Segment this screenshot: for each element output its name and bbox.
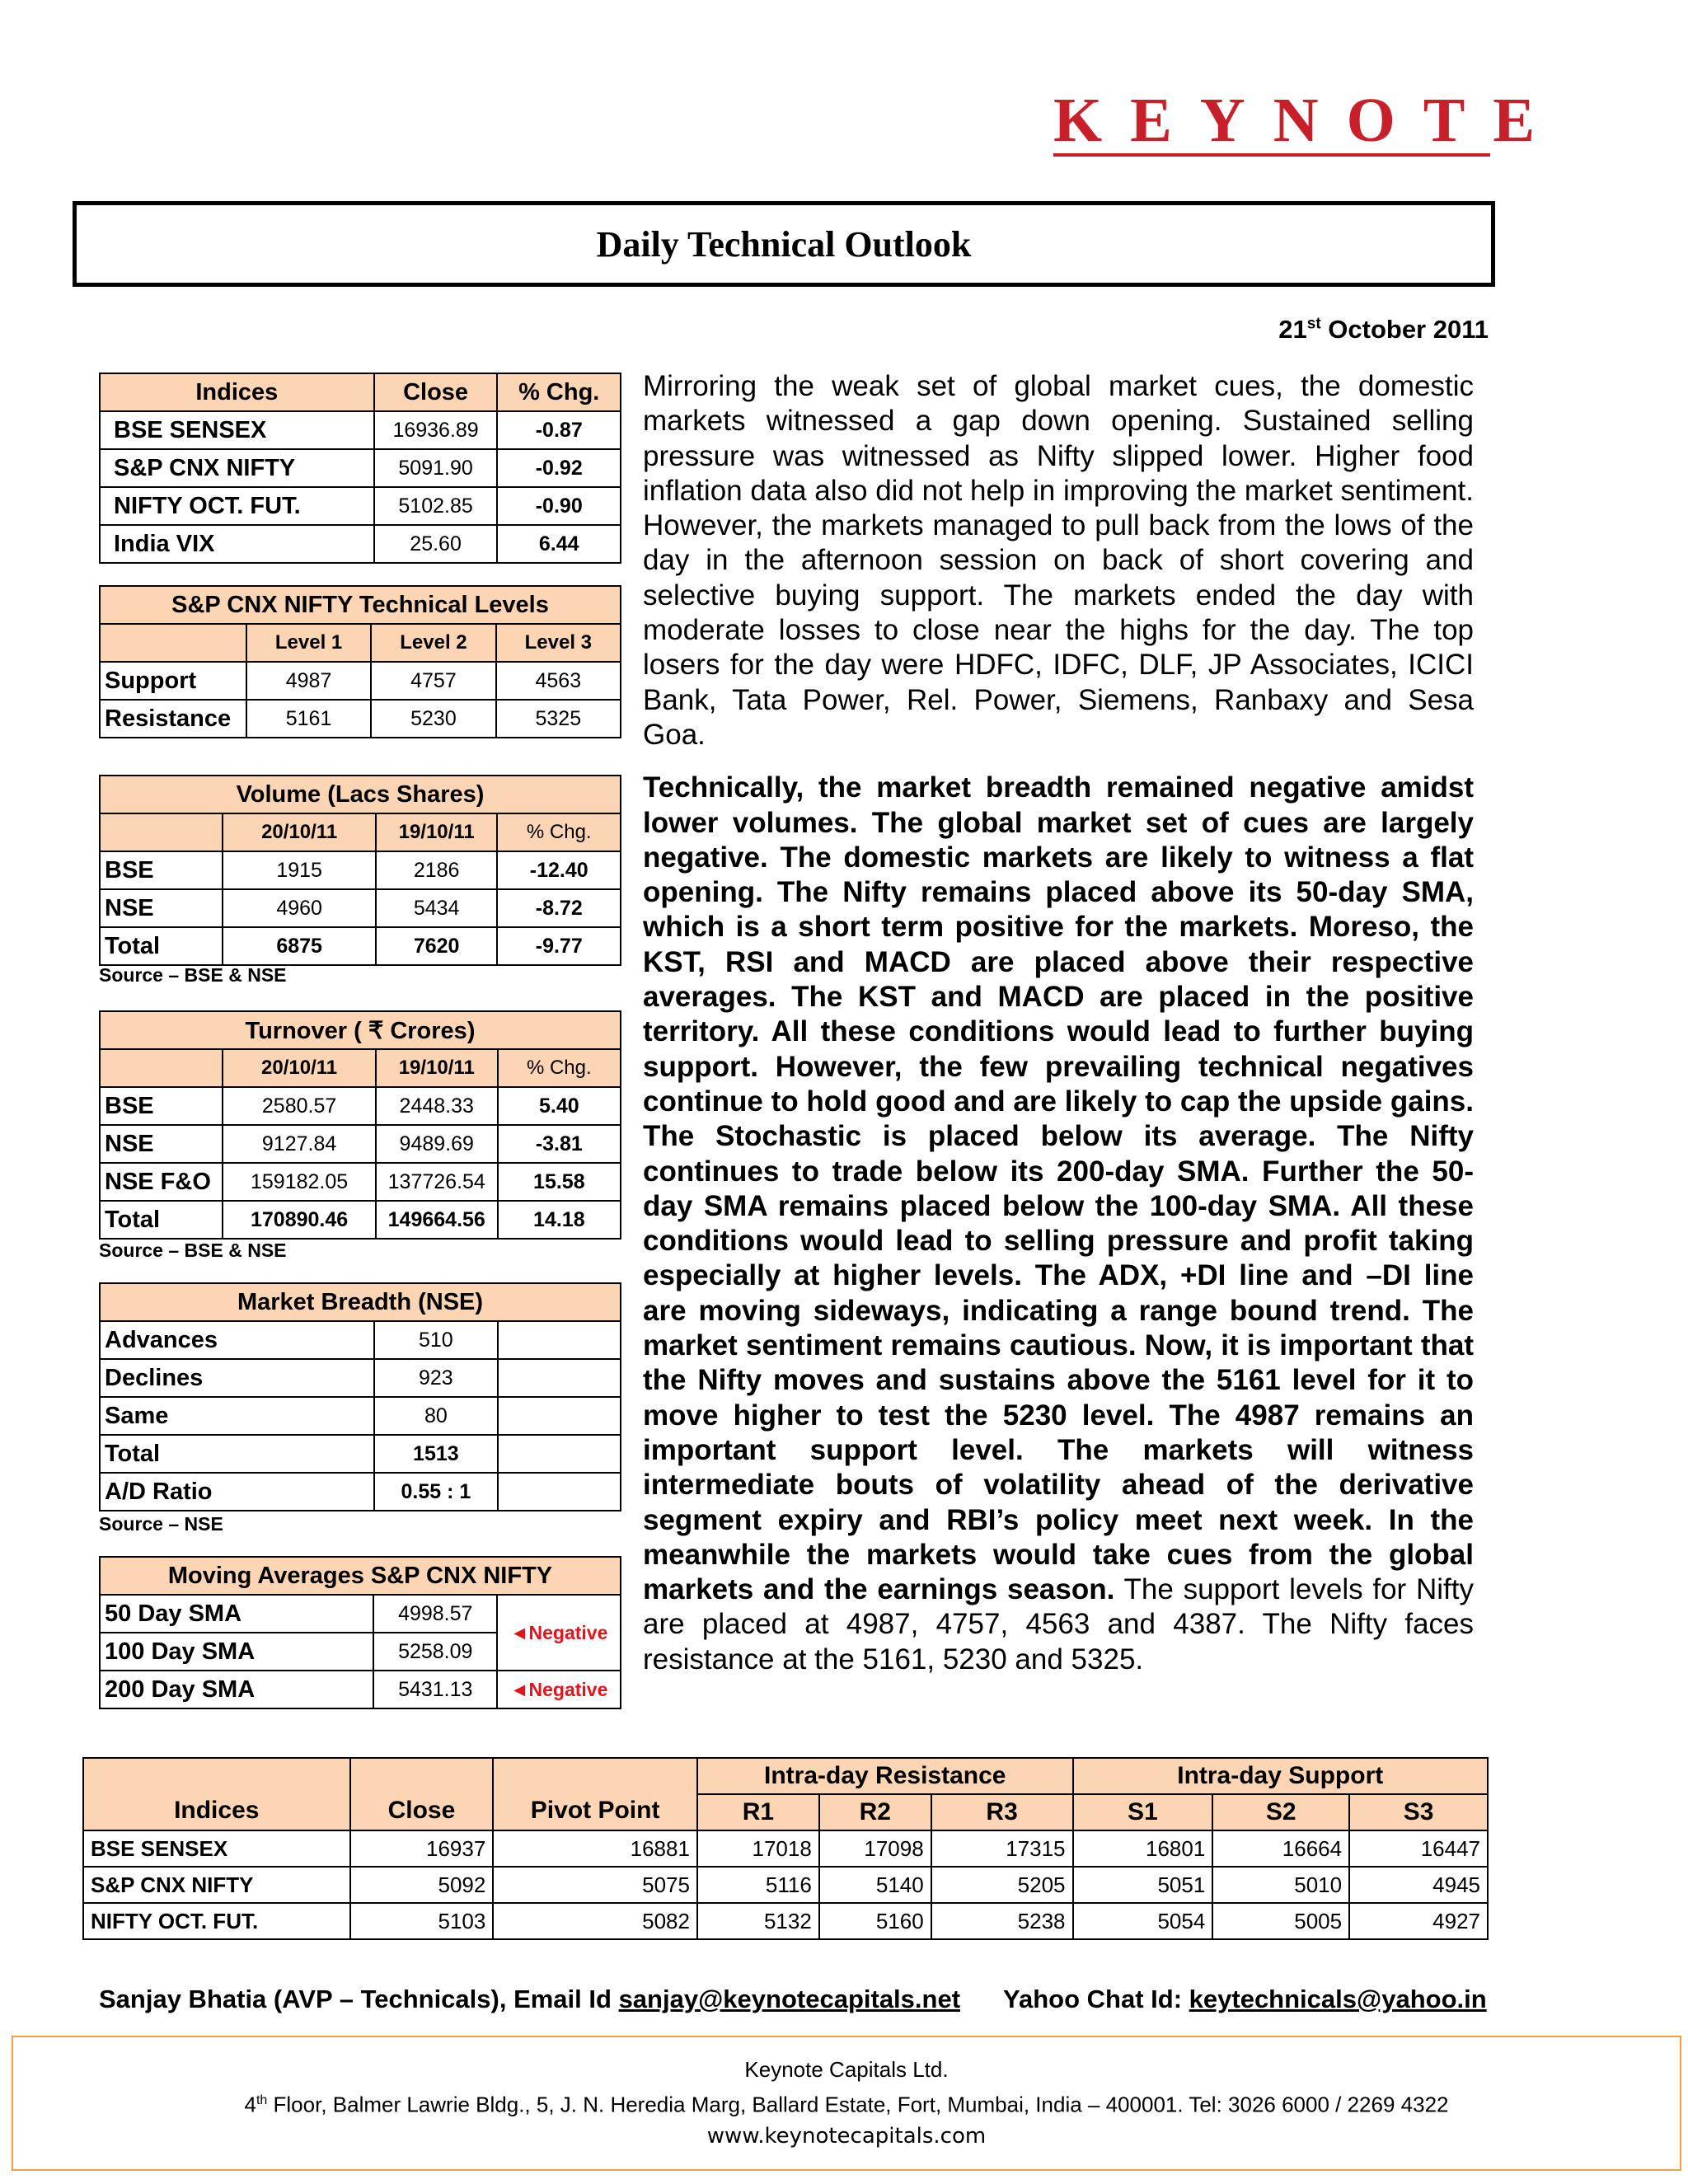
date2-header: 19/10/11	[376, 813, 498, 851]
row-label: 200 Day SMA	[100, 1671, 373, 1708]
moving-averages-title: Moving Averages S&P CNX NIFTY	[100, 1557, 621, 1595]
cell-value: 14.18	[498, 1201, 621, 1239]
analyst-name: Sanjay Bhatia (AVP – Technicals), Email Id	[99, 1985, 619, 2013]
empty-cell	[100, 1049, 223, 1087]
table-row	[100, 927, 621, 965]
empty-cell	[498, 1435, 621, 1473]
level-value: 4987	[246, 662, 371, 700]
r1-value: 17018	[697, 1830, 819, 1867]
cell-value: 9489.69	[376, 1125, 498, 1163]
table-row	[83, 1903, 1488, 1939]
table-row	[100, 1163, 621, 1201]
chat-label: Yahoo Chat Id:	[1003, 1985, 1189, 2013]
cell-value: 5.40	[498, 1087, 621, 1125]
pivot-value: 16881	[493, 1830, 697, 1867]
date-rest: October 2011	[1320, 315, 1489, 344]
negative-indicator: ◄Negative	[497, 1595, 621, 1671]
row-label: NSE F&O	[100, 1163, 223, 1201]
pivot-levels-table	[82, 1757, 1489, 1940]
index-name: BSE SENSEX	[83, 1830, 350, 1867]
row-label: Same	[100, 1397, 374, 1435]
index-name: NIFTY OCT. FUT.	[100, 487, 374, 525]
commentary-paragraph-1: Mirroring the weak set of global market cues, the domestic markets witnessed a gap down opening. Sustained selling pressure was witnessed as Nifty slipped lower. Higher food inflation data also did not help in improving the market sentiment. However, the markets managed to pull back from the lows of the day in the afternoon session on back of short covering and selective buying support. The markets ended the day with moderate losses to close near the highs for the day. The top losers for the day were HDFC, IDFC, DLF, JP Associates, ICICI Bank, Tata Power, Rel. Power, Siemens, Ranbaxy and Sesa Goa.	[643, 370, 1474, 751]
table-row	[100, 1359, 621, 1397]
table-row	[83, 1830, 1488, 1867]
row-label: BSE	[100, 851, 223, 889]
market-breadth-table	[99, 1282, 621, 1511]
table-row	[100, 700, 621, 738]
cell-value: 2186	[376, 851, 498, 889]
address-rest: Floor, Balmer Lawrie Bldg., 5, J. N. Heredia Marg, Ballard Estate, Fort, Mumbai, India – 400001. Tel: 3026 6000 / 2269 4322	[267, 2092, 1449, 2117]
turnover-table	[99, 1010, 621, 1240]
s1-value: 16801	[1073, 1830, 1213, 1867]
cell-value: 80	[374, 1397, 498, 1435]
r3-header: R3	[931, 1794, 1073, 1830]
index-chg: -0.92	[497, 449, 621, 487]
footer-website[interactable]: www.keynotecapitals.com	[706, 2123, 987, 2149]
level-name: Resistance	[100, 700, 246, 738]
index-close: 16936.89	[374, 411, 498, 449]
turnover-source: Source – BSE & NSE	[99, 1240, 287, 1261]
moving-averages-table	[99, 1556, 621, 1709]
footer	[12, 2036, 1681, 2171]
cell-value: 1915	[223, 851, 375, 889]
pivot-value: 5082	[493, 1903, 697, 1939]
address-floor: 4	[244, 2092, 256, 2117]
s3-value: 16447	[1349, 1830, 1488, 1867]
close-value: 5103	[350, 1903, 494, 1939]
row-label: Total	[100, 927, 223, 965]
table-row	[100, 1087, 621, 1125]
table-row	[100, 411, 621, 449]
r2-value: 5140	[819, 1867, 931, 1903]
cell-value: 923	[374, 1359, 498, 1397]
table-row	[83, 1867, 1488, 1903]
level1-header: Level 1	[246, 624, 371, 662]
market-commentary	[643, 369, 1474, 1695]
r1-value: 5132	[697, 1903, 819, 1939]
close-value: 16937	[350, 1830, 494, 1867]
empty-cell	[498, 1473, 621, 1511]
table-row	[100, 1397, 621, 1435]
table-row	[100, 662, 621, 700]
breadth-source: Source – NSE	[99, 1513, 223, 1535]
row-label: 100 Day SMA	[100, 1633, 373, 1671]
r3-value: 5238	[931, 1903, 1073, 1939]
r2-value: 5160	[819, 1903, 931, 1939]
negative-indicator: ◄Negative	[497, 1671, 621, 1708]
index-name: S&P CNX NIFTY	[83, 1867, 350, 1903]
r3-value: 17315	[931, 1830, 1073, 1867]
index-name: BSE SENSEX	[100, 411, 374, 449]
market-breadth-title: Market Breadth (NSE)	[100, 1283, 621, 1321]
cell-value: 5431.13	[373, 1671, 497, 1708]
table-row	[100, 1595, 621, 1633]
r2-header: R2	[819, 1794, 931, 1830]
index-close: 5091.90	[374, 449, 498, 487]
cell-value: 9127.84	[223, 1125, 375, 1163]
cell-value: 5258.09	[373, 1633, 497, 1671]
s2-value: 16664	[1212, 1830, 1349, 1867]
table-row	[100, 851, 621, 889]
cell-value: 0.55 : 1	[374, 1473, 498, 1511]
level3-header: Level 3	[496, 624, 621, 662]
s2-value: 5010	[1212, 1867, 1349, 1903]
row-label: Total	[100, 1435, 374, 1473]
level-value: 4757	[371, 662, 495, 700]
r1-header: R1	[697, 1794, 819, 1830]
row-label: 50 Day SMA	[100, 1595, 373, 1633]
cell-value: -8.72	[497, 889, 621, 927]
technical-levels-table	[99, 585, 621, 738]
index-chg: -0.90	[497, 487, 621, 525]
email-link[interactable]: sanjay@keynotecapitals.net	[618, 1985, 961, 2013]
chg-header: % Chg.	[497, 373, 621, 411]
table-row	[100, 1435, 621, 1473]
date1-header: 20/10/11	[223, 1049, 375, 1087]
chg-header: % Chg.	[497, 813, 621, 851]
table-row	[100, 1473, 621, 1511]
date1-header: 20/10/11	[223, 813, 375, 851]
row-label: A/D Ratio	[100, 1473, 374, 1511]
table-row	[100, 449, 621, 487]
cell-value: 2580.57	[223, 1087, 375, 1125]
cell-value: -9.77	[497, 927, 621, 965]
table-row	[100, 889, 621, 927]
cell-value: 6875	[223, 927, 375, 965]
s3-header: S3	[1349, 1794, 1488, 1830]
cell-value: 137726.54	[376, 1163, 498, 1201]
cell-value: 4998.57	[373, 1595, 497, 1633]
date-day: 21	[1278, 315, 1307, 344]
indices-header: Indices	[83, 1758, 350, 1830]
close-value: 5092	[350, 1867, 494, 1903]
date-suffix: st	[1306, 315, 1321, 333]
keynote-logo: KEYNOTE	[1053, 86, 1564, 155]
report-date	[1071, 315, 1489, 344]
footer-address	[13, 2085, 1680, 2121]
cell-value: 4960	[223, 889, 375, 927]
row-label: Total	[100, 1201, 223, 1239]
empty-cell	[498, 1321, 621, 1359]
support-header: Intra-day Support	[1073, 1758, 1489, 1794]
cell-value: 2448.33	[376, 1087, 498, 1125]
row-label: Advances	[100, 1321, 374, 1359]
cell-value: 1513	[374, 1435, 498, 1473]
row-label: NSE	[100, 1125, 223, 1163]
level2-header: Level 2	[371, 624, 495, 662]
index-close: 5102.85	[374, 487, 498, 525]
index-name: NIFTY OCT. FUT.	[83, 1903, 350, 1939]
close-header: Close	[374, 373, 498, 411]
resistance-header: Intra-day Resistance	[697, 1758, 1073, 1794]
cell-value: -3.81	[498, 1125, 621, 1163]
footer-company: Keynote Capitals Ltd.	[744, 2057, 949, 2082]
contact-line	[99, 1985, 1487, 2014]
chat-id-link[interactable]: keytechnicals@yahoo.in	[1189, 1985, 1487, 2013]
level-value: 5161	[246, 700, 371, 738]
commentary-paragraph-2	[643, 771, 1474, 1677]
cell-value: 510	[374, 1321, 498, 1359]
table-row	[100, 487, 621, 525]
date2-header: 19/10/11	[376, 1049, 498, 1087]
table-row	[100, 1321, 621, 1359]
cell-value: 149664.56	[376, 1201, 498, 1239]
empty-cell	[498, 1359, 621, 1397]
cell-value: 159182.05	[223, 1163, 375, 1201]
cell-value: 5434	[376, 889, 498, 927]
indices-table	[99, 373, 621, 564]
index-close: 25.60	[374, 525, 498, 563]
table-row	[100, 1125, 621, 1163]
r2-value: 17098	[819, 1830, 931, 1867]
s2-header: S2	[1212, 1794, 1349, 1830]
address-sup: th	[256, 2093, 268, 2107]
title-box	[73, 201, 1495, 287]
row-label: NSE	[100, 889, 223, 927]
s1-value: 5054	[1073, 1903, 1213, 1939]
r3-value: 5205	[931, 1867, 1073, 1903]
pivot-header: Pivot Point	[493, 1758, 697, 1830]
index-chg: -0.87	[497, 411, 621, 449]
volume-source: Source – BSE & NSE	[99, 964, 287, 986]
s3-value: 4945	[1349, 1867, 1488, 1903]
s2-value: 5005	[1212, 1903, 1349, 1939]
empty-cell	[100, 813, 223, 851]
cell-value: 15.58	[498, 1163, 621, 1201]
row-label: Declines	[100, 1359, 374, 1397]
volume-title: Volume (Lacs Shares)	[100, 776, 621, 813]
r1-value: 5116	[697, 1867, 819, 1903]
turnover-title: Turnover ( ₹ Crores)	[100, 1011, 621, 1049]
table-row	[100, 525, 621, 563]
chg-header: % Chg.	[498, 1049, 621, 1087]
pivot-value: 5075	[493, 1867, 697, 1903]
commentary-bold: Technically, the market breadth remained negative amidst lower volumes. The global market set of cues are largely negative. The domestic markets are likely to witness a flat opening. The Nifty remains placed above its 50-day SMA, which is a short term positive for the markets. Moreso, the KST, RSI and MACD are placed above their respective averages. The KST and MACD are placed in the positive territory. All these conditions would lead to further buying support. However, the few prevailing technical negatives continue to hold good and are likely to cap the upside gains. The Stochastic is placed below its average. The Nifty continues to trade below its 200-day SMA. Further the 50-day SMA remains placed below the 100-day SMA. All these conditions would lead to selling pressure and profit taking especially at higher levels. The ADX, +DI line and –DI line are moving sideways, indicating a range bound trend. The market sentiment remains cautious. Now, it is important that the Nifty moves and sustains above the 5161 level for it to move higher to test the 5230 level. The 4987 remains an important support level. The markets will witness intermediate bouts of volatility ahead of the derivative segment expiry and RBI’s policy meet next week. In the meanwhile the markets would take cues from the global markets and the earnings season.	[643, 771, 1474, 1606]
level-value: 4563	[496, 662, 621, 700]
volume-table	[99, 775, 621, 966]
row-label: BSE	[100, 1087, 223, 1125]
level-value: 5230	[371, 700, 495, 738]
table-row	[100, 1201, 621, 1239]
commentary-normal: The support levels for Nifty are placed at 4987, 4757, 4563 and 4387. The Nifty faces resistance at the 5161, 5230 and 5325.	[643, 1573, 1474, 1675]
page-title: Daily Technical Outlook	[596, 223, 972, 265]
indices-header: Indices	[100, 373, 374, 411]
index-name: S&P CNX NIFTY	[100, 449, 374, 487]
technical-levels-title: S&P CNX NIFTY Technical Levels	[100, 586, 621, 624]
s3-value: 4927	[1349, 1903, 1488, 1939]
cell-value: 170890.46	[223, 1201, 375, 1239]
table-row	[100, 1671, 621, 1708]
empty-cell	[100, 624, 246, 662]
index-name: India VIX	[100, 525, 374, 563]
cell-value: -12.40	[497, 851, 621, 889]
s1-header: S1	[1073, 1794, 1213, 1830]
index-chg: 6.44	[497, 525, 621, 563]
level-name: Support	[100, 662, 246, 700]
s1-value: 5051	[1073, 1867, 1213, 1903]
close-header: Close	[350, 1758, 494, 1830]
cell-value: 7620	[376, 927, 498, 965]
empty-cell	[498, 1397, 621, 1435]
level-value: 5325	[496, 700, 621, 738]
